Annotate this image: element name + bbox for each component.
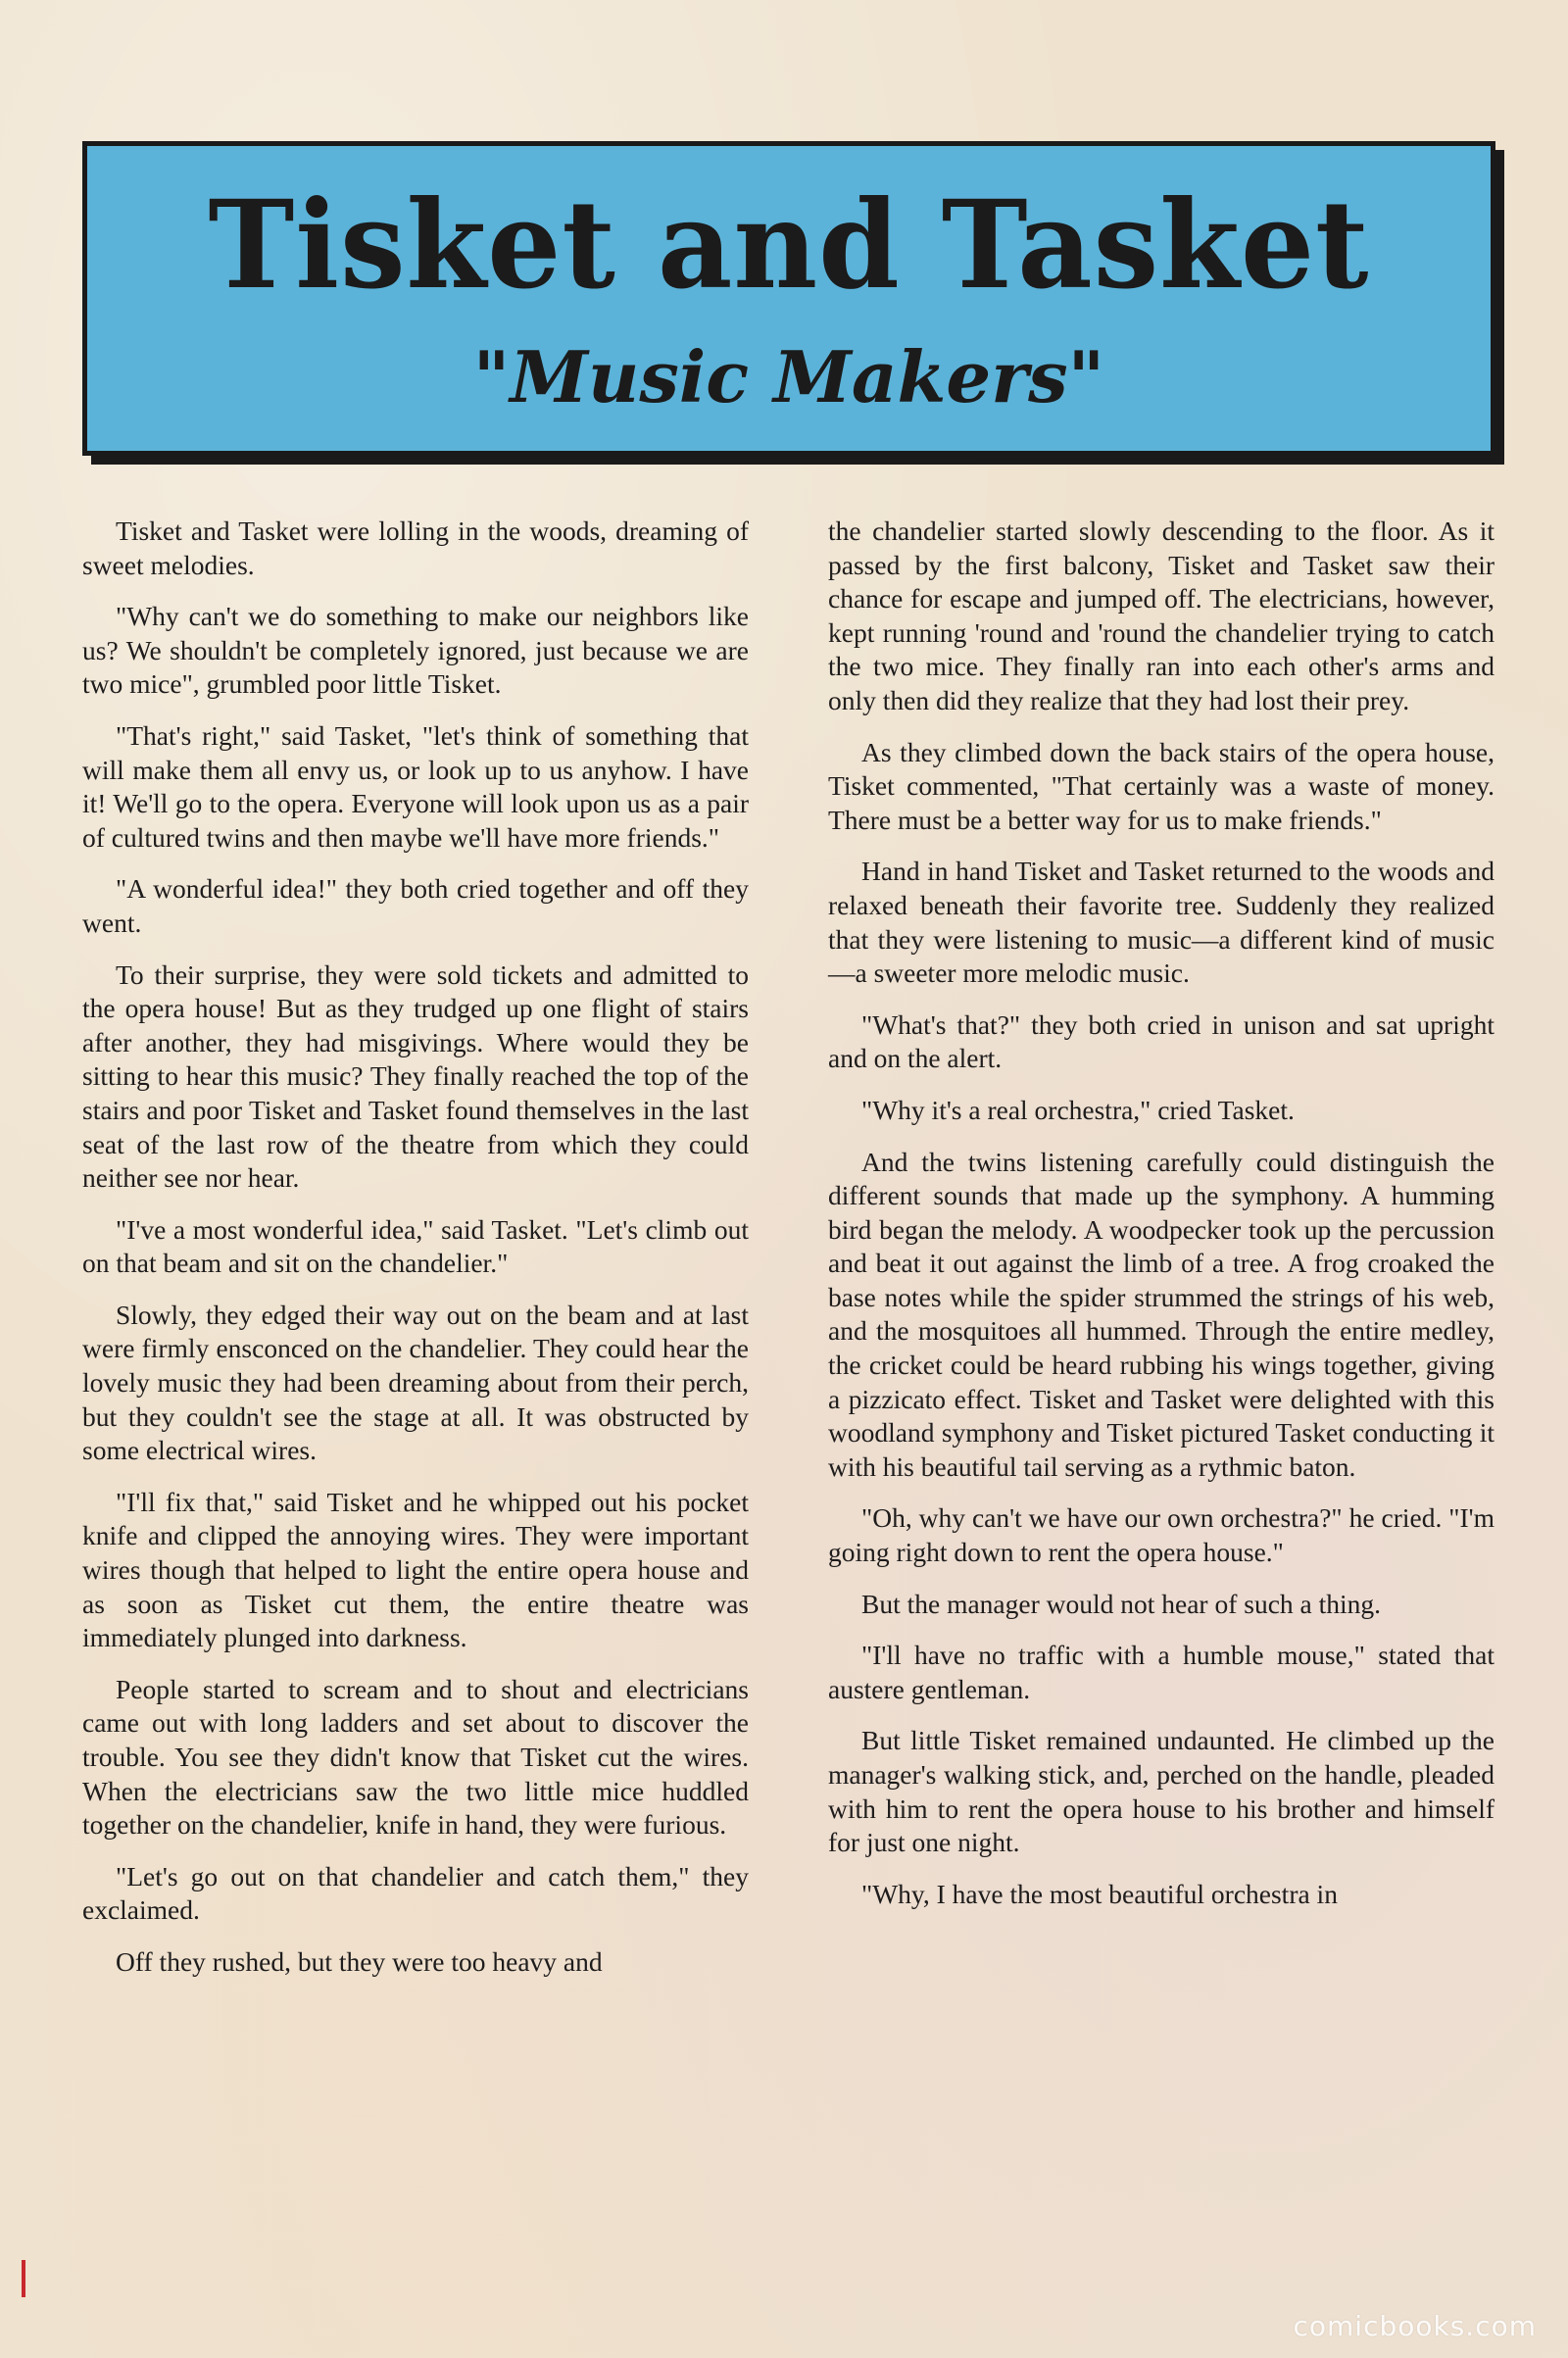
paragraph: "That's right," said Tasket, "let's think of something that will make them all envy us, or look up to us anyhow. I have it! We'll go to the opera. Everyone will look upon us as a pair of cultured twins and then maybe we'll have more friends." [82, 719, 749, 853]
right-text-column [828, 515, 1494, 1929]
page-edge-mark [22, 2260, 25, 2297]
story-subtitle: "Music Makers" [472, 335, 1105, 418]
paragraph: "Why, I have the most beautiful orchestra in [861, 1878, 1338, 1909]
left-text-column [82, 515, 749, 1997]
paragraph: Tisket and Tasket were lolling in the woods, dreaming of sweet melodies. [82, 516, 749, 580]
paragraph: "Oh, why can't we have our own orchestra?" he cried. "I'm going right down to rent the opera house." [828, 1502, 1494, 1568]
paragraph: "Why can't we do something to make our neighbors like us? We shouldn't be completely ignored, just because we are two mice", grumbled poor little Tisket. [82, 601, 749, 700]
paragraph: And the twins listening carefully could distinguish the different sounds that made up the symphony. A humming bird began the melody. A woodpecker took up the percussion and beat it out against the limb of a tree. A frog croaked the base notes while the spider strummed the strings of his web, and the mosquitoes all hummed. Through the entire medley, the cricket could be heard rubbing his wings together, giving a pizzicato effect. Tisket and Tasket were delighted with this woodland symphony and Tisket pictured Tasket conducting it with his beautiful tail serving as a rythmic baton. [828, 1146, 1494, 1482]
paragraph: "What's that?" they both cried in unison and sat upright and on the alert. [828, 1008, 1494, 1074]
paragraph: But little Tisket remained undaunted. He climbed up the manager's walking stick, and, perched on the handle, pleaded with him to rent the opera house to his brother and himself for just one night. [828, 1725, 1494, 1858]
paragraph: "Let's go out on that chandelier and catch them," they exclaimed. [82, 1860, 749, 1926]
paragraph: "I've a most wonderful idea," said Tasket. "Let's climb out on that beam and sit on the chandelier." [82, 1213, 749, 1279]
paragraph: "A wonderful idea!" they both cried together and off they went. [82, 873, 749, 938]
paragraph: People started to scream and to shout and electricians came out with long ladders and set about to discover the trouble. You see they didn't know that Tisket cut the wires. When the electricians saw the two little mice huddled together on the chandelier, knife in hand, they were furious. [82, 1673, 749, 1841]
paragraph: To their surprise, they were sold tickets and admitted to the opera house! But as they trudged up one flight of stairs after another, they had misgivings. Where would they be sitting to hear this music? They finally reached the top of the stairs and poor Tisket and Tasket found themselves in the last seat of the last row of the theatre from which they could neither see nor hear. [82, 958, 749, 1194]
story-title: Tisket and Tasket [208, 172, 1370, 317]
paragraph: Off they rushed, but they were too heavy and [116, 1945, 603, 1977]
paragraph: But the manager would not hear of such a thing. [861, 1588, 1382, 1619]
paragraph: Slowly, they edged their way out on the beam and at last were firmly ensconced on the chandelier. They could hear the lovely music they had been dreaming about from their perch, but they couldn't see the stage at all. It was obstructed by some electrical wires. [82, 1299, 749, 1466]
paragraph: the chandelier started slowly descending to the floor. As it passed by the first balcony, Tisket and Tasket saw their chance for escape and jumped off. The electricians, however, kept running 'round and 'round the chandelier trying to catch the two mice. They finally ran into each other's arms and only then did they realize that they had lost their prey. [828, 516, 1494, 715]
site-watermark: comicbooks.com [1293, 2310, 1537, 2342]
paragraph: "Why it's a real orchestra," cried Tasket. [861, 1094, 1295, 1125]
title-banner [82, 141, 1495, 456]
paragraph: "I'll have no traffic with a humble mouse," stated that austere gentleman. [828, 1640, 1494, 1704]
paragraph: As they climbed down the back stairs of the opera house, Tisket commented, "That certainly was a waste of money. There must be a better way for us to make friends." [828, 736, 1494, 835]
paragraph: Hand in hand Tisket and Tasket returned to the woods and relaxed beneath their favorite tree. Suddenly they realized that they were listening to music—a different kind of music—a sweeter more melodic music. [828, 856, 1494, 989]
paragraph: "I'll fix that," said Tisket and he whipped out his pocket knife and clipped the annoying wires. They were important wires though that helped to light the entire opera house and as soon as Tisket cut them, the entire theatre was immediately plunged into darkness. [82, 1486, 749, 1653]
